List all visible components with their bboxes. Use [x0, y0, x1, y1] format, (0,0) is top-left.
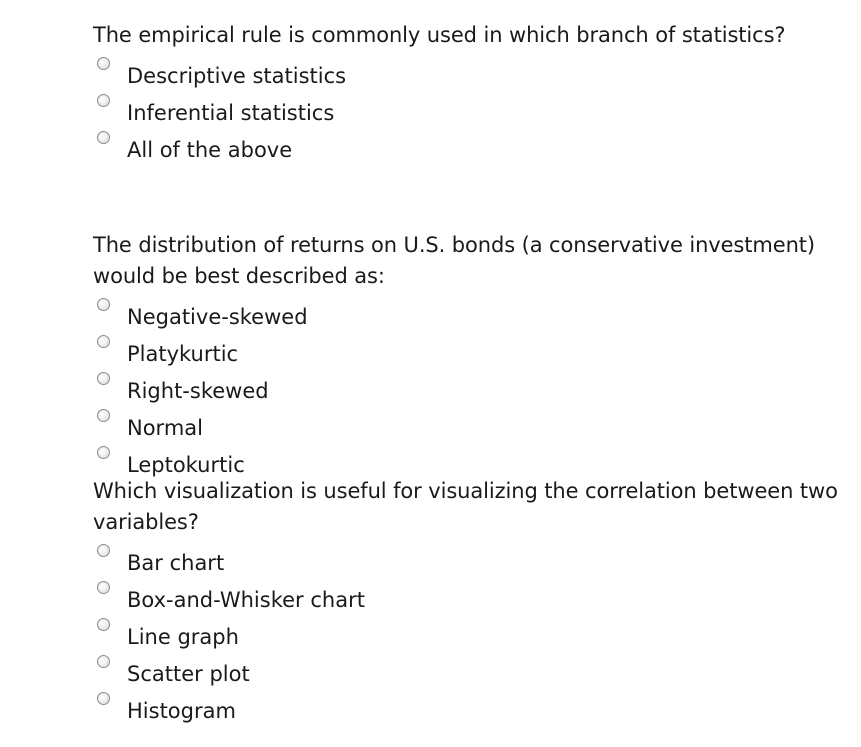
question-3-option-2[interactable] [93, 581, 843, 618]
radio-button[interactable] [97, 57, 110, 70]
question-1-option-2[interactable] [93, 94, 843, 131]
option-label: All of the above [127, 138, 293, 162]
option-label: Descriptive statistics [127, 64, 347, 88]
option-label: Histogram [127, 699, 236, 723]
radio-button[interactable] [97, 618, 110, 631]
question-1-text: The empirical rule is commonly used in which branch of statistics? [93, 23, 786, 47]
option-label: Bar chart [127, 551, 225, 575]
question-3-option-3[interactable] [93, 618, 843, 655]
question-2-option-3[interactable] [93, 372, 843, 409]
option-label: Inferential statistics [127, 101, 335, 125]
radio-button[interactable] [97, 131, 110, 144]
radio-button[interactable] [97, 692, 110, 705]
option-label: Box-and-Whisker chart [127, 588, 365, 612]
radio-button[interactable] [97, 409, 110, 422]
question-2-option-2[interactable] [93, 335, 843, 372]
question-3-option-1[interactable] [93, 544, 843, 581]
radio-button[interactable] [97, 581, 110, 594]
radio-button[interactable] [97, 94, 110, 107]
option-label: Negative-skewed [127, 305, 308, 329]
radio-button[interactable] [97, 372, 110, 385]
option-label: Scatter plot [127, 662, 250, 686]
option-label: Leptokurtic [127, 453, 245, 477]
question-3 [93, 476, 843, 729]
option-label: Normal [127, 416, 203, 440]
question-3-option-5[interactable] [93, 692, 843, 729]
question-3-option-4[interactable] [93, 655, 843, 692]
question-2-option-1[interactable] [93, 298, 843, 335]
radio-button[interactable] [97, 335, 110, 348]
question-1-option-3[interactable] [93, 131, 843, 168]
question-1-option-1[interactable] [93, 57, 843, 94]
question-3-text: Which visualization is useful for visualizing the correlation between two variables? [93, 479, 838, 534]
radio-button[interactable] [97, 298, 110, 311]
question-2-option-5[interactable] [93, 446, 843, 476]
radio-button[interactable] [97, 544, 110, 557]
option-label: Right-skewed [127, 379, 269, 403]
question-2-text: The distribution of returns on U.S. bonds (a conservative investment) would be best described as: [93, 233, 816, 288]
option-label: Platykurtic [127, 342, 239, 366]
question-1 [93, 20, 843, 168]
question-2-option-4[interactable] [93, 409, 843, 446]
question-2 [93, 230, 843, 476]
option-label: Line graph [127, 625, 239, 649]
radio-button[interactable] [97, 446, 110, 459]
radio-button[interactable] [97, 655, 110, 668]
